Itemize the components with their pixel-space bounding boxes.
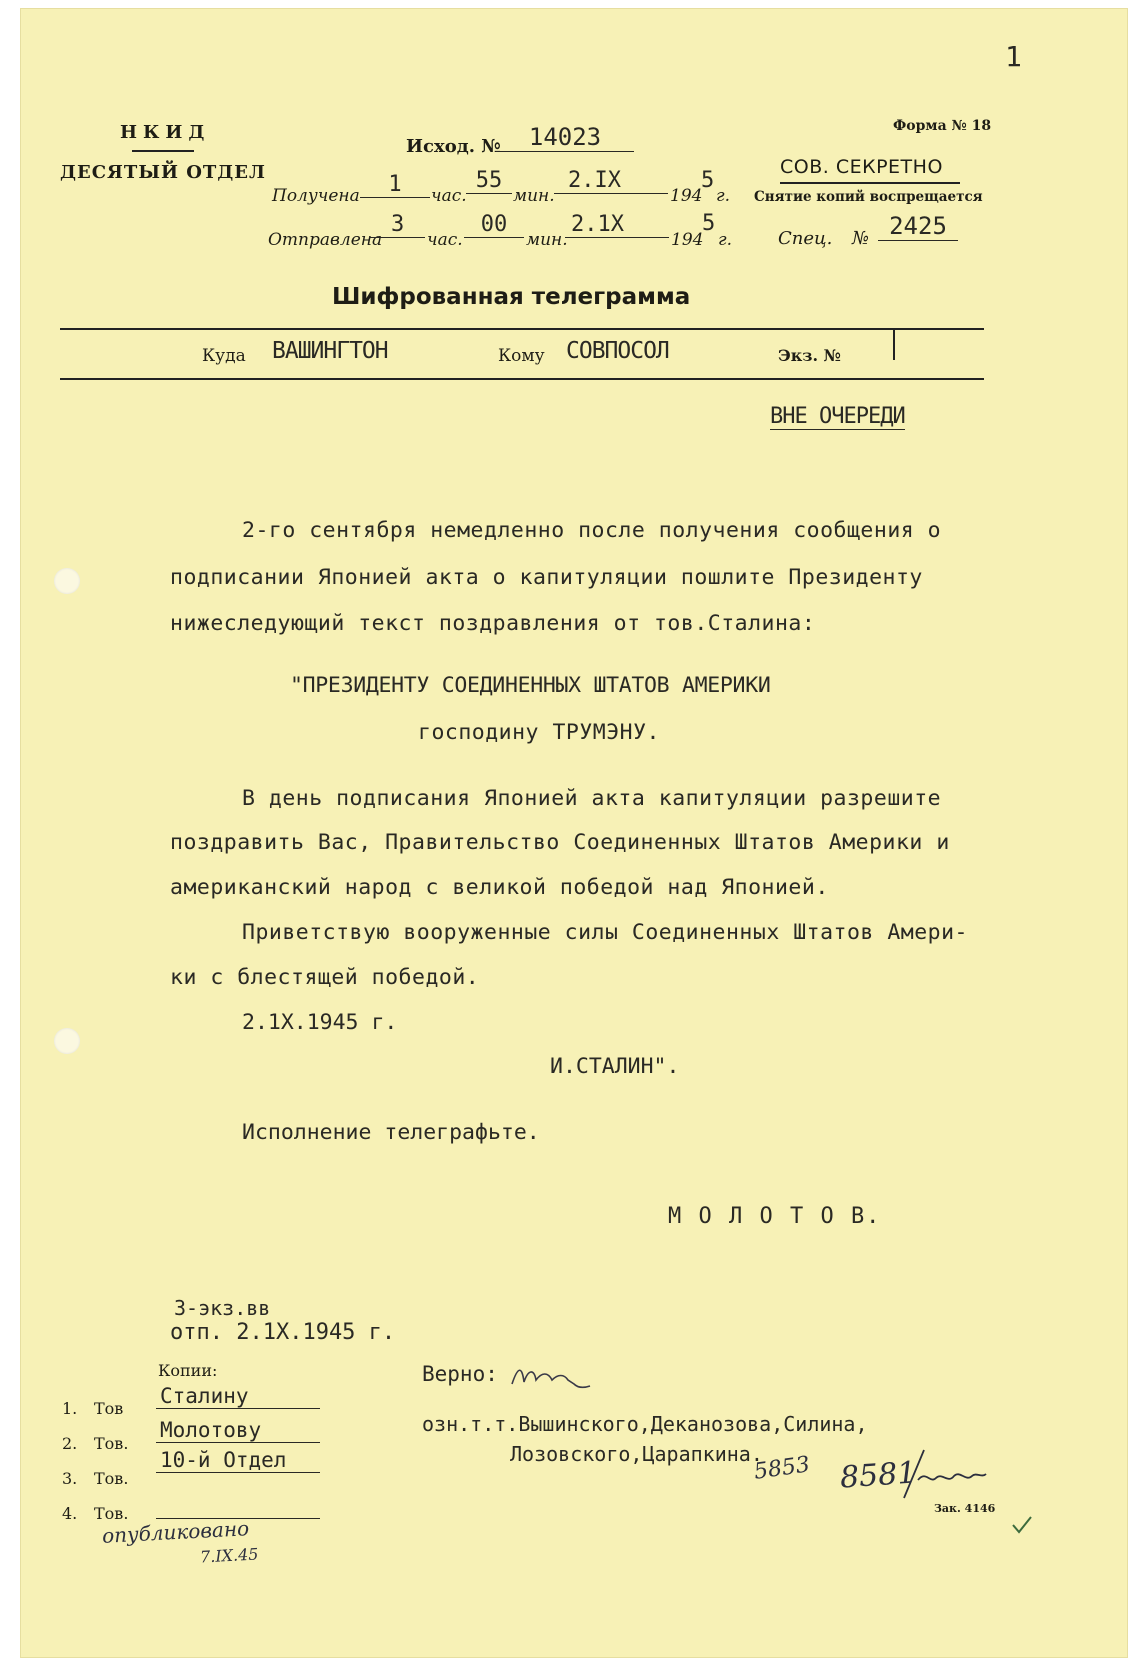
page-mark: 1 [1005,40,1022,73]
copies-label: Копии: [158,1361,218,1380]
message-date: 2.1X.1945 г. [242,1010,398,1035]
acquainted-line: озн.т.т.Вышинского,Деканозова,Силина, [422,1412,868,1436]
body-line: ки с блестящей победой. [170,965,480,990]
sent-minutes: 00 [464,212,524,238]
punch-hole [54,1028,80,1054]
verified-handwritten-initials [508,1358,598,1394]
punch-hole [54,568,80,594]
sent-min-label: мин. [526,230,568,250]
whom-value: СОВПОСОЛ [566,338,669,364]
received-label: Получена [272,186,360,206]
body-line: поздравить Вас, Правительство Соединенных Штатов Америки и [170,830,950,855]
spec-no-label: № [852,228,870,249]
to-label: Куда [202,346,246,366]
verified-label: Верно: [422,1362,498,1386]
received-date: 2.IX [554,168,668,194]
instruction-line: Исполнение телеграфьте. [242,1120,540,1145]
body-line: 2-го сентября немедленно после получения сообщения о [242,518,942,543]
received-minutes: 55 [466,168,512,194]
handwritten-initials [900,1444,990,1504]
org-name: НКИД [120,122,211,143]
copy-row-value [156,1492,320,1519]
copy-row-value: 10-й Отдел [156,1448,320,1473]
sent-year-suffix: г. [718,230,732,250]
copy-row-label: Тов [94,1399,124,1418]
department: ДЕСЯТЫЙ ОТДЕЛ [60,162,266,183]
addressee-line: господину ТРУМЭНУ. [418,720,660,745]
copy-row-label: Тов. [94,1469,129,1488]
published-note: опубликовано [101,1516,250,1548]
sent-hour: 3 [369,212,425,238]
received-hour: 1 [360,172,430,198]
spec-label: Спец. [778,228,833,249]
secrecy-underline [780,182,960,184]
handwritten-number: 8581 [838,1455,918,1496]
body-line: В день подписания Японией акта капитуляции разрешите [242,786,942,811]
copy-row-value: Молотову [156,1418,320,1443]
whom-label: Кому [498,346,545,366]
molotov-signature: М О Л О Т О В. [668,1204,882,1229]
spec-number: 2425 [878,212,958,241]
org-underline [132,150,194,152]
form-number: Форма № 18 [893,118,992,134]
priority-stamp: ВНЕ ОЧЕРЕДИ [770,404,905,429]
outgoing-label: Исход. № [406,136,501,157]
copies-count: 3-экз.вв [174,1296,271,1320]
copy-row-label: Тов. [94,1504,129,1523]
addressee-line: "ПРЕЗИДЕНТУ СОЕДИНЕННЫХ ШТАТОВ АМЕРИКИ [290,673,771,698]
sent-date: 2.1X [565,212,669,238]
no-copies-notice: Снятие копий воспрещается [754,189,983,205]
copy-row-number: 2. [62,1434,78,1453]
dispatch-line: отп. 2.1X.1945 г. [170,1320,396,1345]
body-line: подписании Японией акта о капитуляции пошлите Президенту [170,565,923,590]
sent-year-prefix: 194 [671,230,704,250]
copy-row-number: 1. [62,1399,78,1418]
received-year-digit: 5 [701,168,715,193]
received-hour-label: час. [431,186,467,206]
received-min-label: мин. [513,186,555,206]
outgoing-number: 14023 [496,123,634,152]
published-date: 7.IX.45 [199,1544,259,1567]
copy-row-number: 3. [62,1469,78,1488]
check-mark-icon [1010,1513,1034,1537]
address-top-rule [60,328,984,330]
copy-row-number: 4. [62,1504,78,1523]
body-line: нижеследующий текст поздравления от тов.Сталина: [170,611,816,636]
copy-number-tick [893,330,895,360]
body-line: американский народ с великой победой над Японией. [170,875,829,900]
copy-row-label: Тов. [94,1434,129,1453]
stalin-signature: И.СТАЛИН". [550,1054,680,1079]
acquainted-line: Лозовского,Царапкина. [510,1442,763,1466]
document-sheet [20,8,1128,1658]
sent-year-digit: 5 [702,211,716,236]
received-year-suffix: г. [716,186,730,206]
sent-hour-label: час. [427,230,463,250]
handwritten-number: 5853 [752,1452,812,1485]
secrecy-stamp: СОВ. СЕКРЕТНО [780,156,943,178]
received-year-prefix: 194 [670,186,703,206]
copy-number-label: Экз. № [778,346,842,365]
address-bottom-rule [60,378,984,380]
sent-label: Отправлена [268,230,383,250]
telegram-title: Шифрованная телеграмма [332,284,691,310]
to-value: ВАШИНГТОН [272,338,388,364]
copy-row-value: Сталину [156,1384,320,1409]
body-line: Приветствую вооруженные силы Соединенных Штатов Амери- [242,920,968,945]
order-number: Зак. 4146 [934,1502,996,1515]
